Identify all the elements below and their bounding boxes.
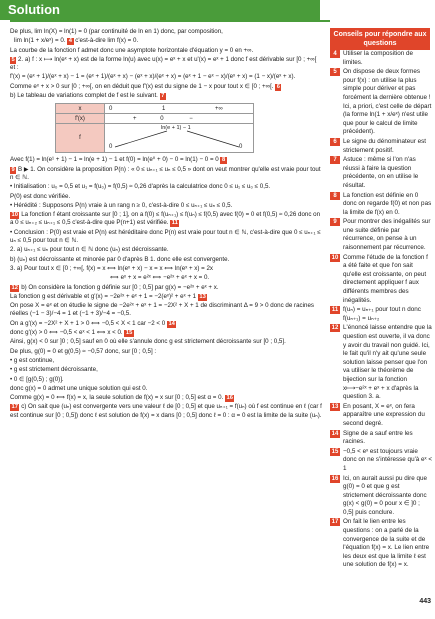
tip-text: −0,5 < eˣ est toujours vraie donc on ne s'intéresse qu'à eˣ < 1: [343, 447, 433, 472]
tip-number: 15: [331, 448, 339, 455]
text-line: ⟺ eˣ + x = e²ˣ ⟺ −e²ˣ + eˣ + x = 0.: [110, 274, 210, 282]
marker-7: 7: [161, 93, 165, 100]
tip-number: 9: [330, 218, 340, 226]
table-x-label: x: [56, 104, 105, 114]
variation-table: [55, 103, 254, 153]
tip-number: 8: [330, 192, 340, 200]
tip-number: 12: [331, 325, 339, 332]
sign-plus: +: [133, 115, 137, 122]
tip-item: [330, 430, 432, 447]
tip-item: [330, 306, 432, 323]
tip-item: [330, 448, 432, 474]
tip-number: 10: [331, 254, 339, 261]
tip-item: [330, 475, 432, 518]
text-line: Comme eˣ + x > 0 sur [0 ; +∞[, on en déduit que f'(x) est du signe de 1 − x pour tout x ∈ [0 ; +∞[. 6: [10, 82, 280, 90]
tips-heading: Conseils pour répondre aux questions: [330, 28, 430, 50]
tip-text: On dispose de deux formes pour f(x) : on utilise la plus simple pour dériver et pas forcément la dernière obtenue ! Ici, a priori, c'est celle de départ (la forme ln(1 + x/eˣ) n'est utile que pour le calcul de limite précédent).: [343, 68, 432, 136]
text-line: b) (uₙ) est décroissante et minorée par 0 d'après B 1. donc elle est convergente.: [10, 255, 230, 263]
x-value-1: 1: [162, 105, 166, 112]
text-line: • g est strictement décroissante,: [10, 366, 98, 374]
page-title: Solution: [8, 2, 60, 17]
tip-number: 13: [331, 403, 339, 410]
text-line: • Initialisation : u₀ = 0,5 et u₁ = f(u₀) = f(0,5) ≈ 0,26 d'après la calculatrice donc 0 ≤ u₁ ≤ u₀ ≤ 0,5.: [10, 183, 271, 191]
text-line: donc g(x) = 0 admet une unique solution qui est 0.: [10, 384, 148, 392]
tip-text: L'énoncé laisse entendre que la question est ouverte, il va donc y avoir du travail non guidé. Ici, le fait qu'il n'y ait qu'une seule solution laisse penser que l'on va utiliser le théorème de bijection sur la fonction x⟼−e²ˣ + eˣ + x d'après la question 3. a.: [343, 324, 432, 401]
arrow-down: [187, 131, 239, 147]
marker-11: 11: [171, 220, 178, 227]
tip-text: Le signe du dénominateur est strictement positif.: [343, 137, 426, 154]
text-line: Avec f(1) = ln(e¹ + 1) − 1 = ln(e + 1) − 1 et f(0) = ln(e⁰ + 0) − 0 = ln(1) − 0 = 0 8: [10, 156, 226, 164]
text-line: f'(x) = (eˣ + 1)/(eˣ + x) − 1 = (eˣ + 1)/(eˣ + x) − (eˣ + x)/(eˣ + x) = (eˣ + 1 − eˣ − x)/(eˣ + x) = (1 − x)/(eˣ + x).: [10, 73, 296, 81]
page-number: 443: [419, 598, 431, 605]
marker-5: 5: [11, 56, 15, 63]
text-line: 9 B ▶ 1. On considère la proposition P(n) : « 0 ≤ uₙ₊₁ ≤ uₙ ≤ 0,5 » dont on veut montrer qu'elle est vraie pour tout n ∈ ℕ.: [10, 165, 321, 181]
tip-number: 7: [330, 156, 340, 164]
tip-item: [330, 324, 432, 401]
text-line: On a g'(x) = −2X² + X + 1 > 0 ⟺ −0,5 < X < 1 car −2 < 0 14: [10, 319, 175, 327]
text-line: P(0) est donc vérifiée.: [10, 192, 71, 200]
marker-15: 15: [125, 330, 133, 337]
variation-arrows: [109, 125, 249, 151]
sign-zero: 0: [160, 115, 164, 122]
tip-number: 14: [331, 430, 339, 437]
marker-6: 6: [276, 83, 280, 90]
marker-16: 16: [226, 395, 233, 402]
text-line: 5 2. a) f : x ⟼ ln(eˣ + x) est de la forme ln(u) avec u(x) = eˣ + x et u'(x) = eˣ + 1 donc f est dérivable sur [0 ; +∞[ et :: [10, 55, 317, 72]
tip-text: On fait le lien entre les questions : on a parlé de la convergence de la suite et de l'équation f(x) = x. Le lien entre les deux est que la limite ℓ est une solution de f(x) = x.: [343, 518, 430, 569]
tip-text: Astuce : même si l'on n'as réussi à faire la question précédente, on en utilise le résultat.: [343, 156, 419, 189]
table-fprime-label: f'(x): [56, 114, 105, 124]
tip-number: 17: [331, 519, 339, 526]
text-line: Ainsi, g(x) < 0 sur ]0 ; 0,5] sauf en 0 où elle s'annule donc g est strictement décroissante sur [0 ; 0,5].: [10, 338, 286, 346]
max-value: ln(e + 1) − 1: [161, 125, 191, 132]
text-line: • 0 ∈ [g(0,5) ; g(0)].: [10, 375, 64, 383]
tip-text: Pour montrer des inégalités sur une suite définie par récurrence, on pense à un raisonnement par récurrence.: [343, 218, 431, 252]
solution-body: [10, 28, 322, 421]
tip-text: Utiliser la composition de limites.: [343, 50, 413, 66]
text-line: De plus, g(0) = 0 et g(0,5) ≈ −0,57 donc, sur [0 ; 0,5] :: [10, 347, 157, 355]
text-line: 12 b) On considère la fonction g définie sur [0 ; 0,5] par g(x) = −e²ˣ + eˣ + x.: [11, 283, 219, 291]
text-line: lim ln(1 + x/eˣ) = 0. 4 c'est-à-dire lim f(x) = 0.: [14, 37, 139, 45]
header-divider: [10, 20, 330, 22]
marker-17: 17: [11, 404, 18, 411]
text-line: b) Le tableau de variations complet de f est le suivant. 7: [10, 92, 165, 100]
table-f-label: f: [56, 124, 105, 153]
text-line: 17 c) On sait que (uₙ) est convergente vers une valeur ℓ de [0 ; 0,5] et que uₙ₊₁ = f(uₙ) où f est continue en ℓ (car f est continue sur [0 ; 0,5]) donc ℓ est solution de f(x) = x dans [0 ; 0,5] donc ℓ = 0 : α = 0 est la limite de la suite (uₙ).: [10, 403, 322, 419]
tip-item: [330, 518, 432, 570]
tip-number: 4: [330, 50, 340, 58]
tip-number: 6: [330, 138, 340, 146]
text-line: • Hérédité : Supposons P(n) vraie à un rang n ≥ 0, c'est-à-dire 0 ≤ uₙ₊₁ ≤ uₙ ≤ 0,5.: [10, 201, 233, 209]
marker-4: 4: [68, 38, 73, 45]
text-line: La fonction g est dérivable et g'(x) = −2e²ˣ + eˣ + 1 = −2(eˣ)² + eˣ + 1 13: [10, 292, 206, 300]
text-line: donc g'(x) > 0 ⟺ −0,5 < eˣ < 1 ⟺ x < 0. 15: [10, 329, 133, 337]
tip-text: Signe de a sauf entre les racines.: [343, 429, 413, 446]
marker-10: 10: [11, 212, 18, 219]
tips-list: [330, 50, 432, 571]
tip-text: En posant, X = eˣ, on fera apparaître une expression du second degré.: [343, 402, 425, 427]
text-line: 2. a) uₙ₊₁ ≤ uₙ pour tout n ∈ ℕ donc (uₙ) est décroissante.: [10, 246, 169, 254]
tip-item: [330, 192, 432, 218]
min-value: 0: [109, 144, 113, 151]
tip-number: 5: [330, 68, 340, 76]
tip-text: f(uₙ) = uₙ₊₁ pour tout n donc f(uₙ₊₁) = uₙ₊₂: [343, 306, 421, 322]
tip-item: [330, 50, 432, 67]
arrow-up: [115, 131, 167, 147]
marker-8: 8: [221, 157, 226, 164]
text-line: La courbe de la fonction f admet donc une asymptote horizontale d'équation y = 0 en +∞.: [10, 46, 254, 54]
text-line: 10 La fonction f étant croissante sur [0 ; 1], on a f(0) ≤ f(uₙ₊₁) ≤ f(uₙ) ≤ f(0,5) avec f(0) = 0 et f(0,5) ≈ 0,26 donc on a 0 ≤ uₙ₊₂ ≤ uₙ₊₁ ≤ 0,5 c'est-à-dire que P(n+1) est vérifiée. 11: [10, 211, 321, 227]
text-line: On pose X = eˣ et on étudie le signe de −2e²ˣ + eˣ + 1 = −2X² + X + 1 de discriminant Δ = 9 > 0 donc de racines réelles (−1 − 3)/−4 = 1 et (−1 + 3)/−4 = −0,5.: [10, 302, 314, 318]
tip-number: 16: [331, 475, 339, 482]
tip-item: [330, 68, 432, 137]
text-line: Comme g(x) = 0 ⟺ f(x) = x, la seule solution de f(x) = x sur [0 ; 0,5] est α = 0. 16: [10, 394, 233, 402]
tip-item: [330, 218, 432, 252]
marker-13: 13: [199, 293, 206, 300]
tip-text: Ici, on aurait aussi pu dire que g(0) = 0 et que g est strictement décroissante donc g(x) < g(0) = 0 pour x ∈ ]0 ; 0,5] puis conclure.: [343, 474, 428, 516]
marker-9: 9: [11, 166, 15, 173]
text-line: • Conclusion : P(0) est vraie et P(n) est héréditaire donc P(n) est vraie pour tout n ∈ ℕ, c'est-à-dire que 0 ≤ uₙ₊₁ ≤ uₙ ≤ 0,5 pour tout n ∈ ℕ.: [10, 228, 321, 245]
tip-item: [330, 254, 432, 306]
tip-item: [330, 138, 432, 155]
text-line: 3. a) Pour tout x ∈ [0 ; +∞[, f(x) = x ⟺ ln(eˣ + x) − x = x ⟺ ln(eˣ + x) = 2x: [10, 264, 214, 272]
tip-item: [330, 403, 432, 429]
marker-14: 14: [168, 320, 175, 327]
tip-text: Comme l'étude de la fonction f a été faite et que l'on sait qu'elle est croissante, on peut directement appliquer f aux différents membres des inégalités.: [343, 253, 428, 304]
limit-value: 0: [239, 144, 243, 151]
text-line: De plus, lim ln(X) = ln(1) = 0 (par continuité de ln en 1) donc, par composition,: [10, 28, 223, 35]
x-value-inf: +∞: [215, 105, 223, 112]
x-value-0: 0: [109, 105, 113, 112]
marker-12: 12: [11, 284, 18, 291]
tip-text: La fonction est définie en 0 donc on regarde f(0) et non pas la limite de f(x) en 0.: [343, 191, 432, 216]
text-line: • g est continue,: [10, 356, 55, 364]
sign-minus: −: [189, 115, 193, 122]
tip-number: 11: [331, 307, 339, 314]
tip-item: [330, 156, 432, 190]
